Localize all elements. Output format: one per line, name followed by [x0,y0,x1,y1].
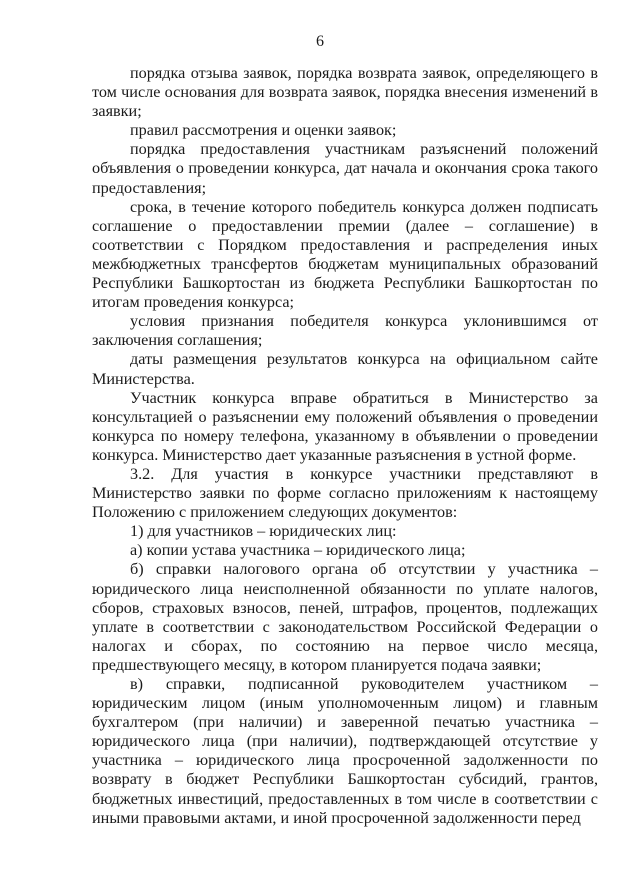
paragraph-item-v: в) справки, подписанной руководителем участником – юридическим лицом (иным уполномоченным лицом) и главным бухгалтером (при наличии) и заверенной печатью участника – юридического лица (при наличии), подтверждающей отсутствие у участника – юридического лица просроченной задолженности по возврату в бюджет Республики Башкортостан субсидий, грантов, бюджетных инвестиций, предоставленных в том числе в соответствии с иными правовыми актами, и иной просроченной задолженности перед [92,675,598,827]
paragraph-legal-entities: 1) для участников – юридических лиц: [130,522,397,541]
paragraph-item-b: б) справки налогового органа об отсутствии у участника – юридического лица неисполненной обязанности по уплате налогов, сборов, страховых взносов, пеней, штрафов, процентов, подлежащих уплате в соответствии с законодательством Российской Федерации о налогах и сборах, по состоянию на первое число месяца, предшествующего месяцу, в котором планируется подача заявки; [92,560,598,674]
paragraph-evasion-conditions: условия признания победителя конкурса уклонившимся от заключения соглашения; [92,312,598,350]
paragraph-review-rules: правил рассмотрения и оценки заявок; [130,121,397,140]
page-number: 6 [316,33,324,50]
document-body [92,64,598,828]
paragraph-section-3-2: 3.2. Для участия в конкурсе участники представляют в Министерство заявки по форме согласно приложениям к настоящему Положению с приложением следующих документов: [92,464,598,522]
paragraph-withdrawal-procedure: порядка отзыва заявок, порядка возврата заявок, определяющего в том числе основания для возврата заявок, порядка внесения изменений в заявки; [92,64,598,121]
paragraph-item-a: а) копии устава участника – юридического лица; [130,541,466,560]
paragraph-agreement-deadline: срока, в течение которого победитель конкурса должен подписать соглашение о предоставлении премии (далее – соглашение) в соответствии с Порядком предоставления и распределения иных межбюджетных трансфертов бюджетам муниципальных образований Республики Башкортостан из бюджета Республики Башкортостан по итогам проведения конкурса; [92,197,598,312]
paragraph-results-publication: даты размещения результатов конкурса на официальном сайте Министерства. [92,350,598,388]
paragraph-clarification-procedure: порядка предоставления участникам разъяснений положений объявления о проведении конкурса, дат начала и окончания срока такого предоставления; [92,140,598,197]
paragraph-consultation: Участник конкурса вправе обратиться в Министерство за консультацией о разъяснении ему положений объявления о проведении конкурса по номеру телефона, указанному в объявлении о проведении конкурса. Министерство дает указанные разъяснения в устной форме. [92,388,598,464]
